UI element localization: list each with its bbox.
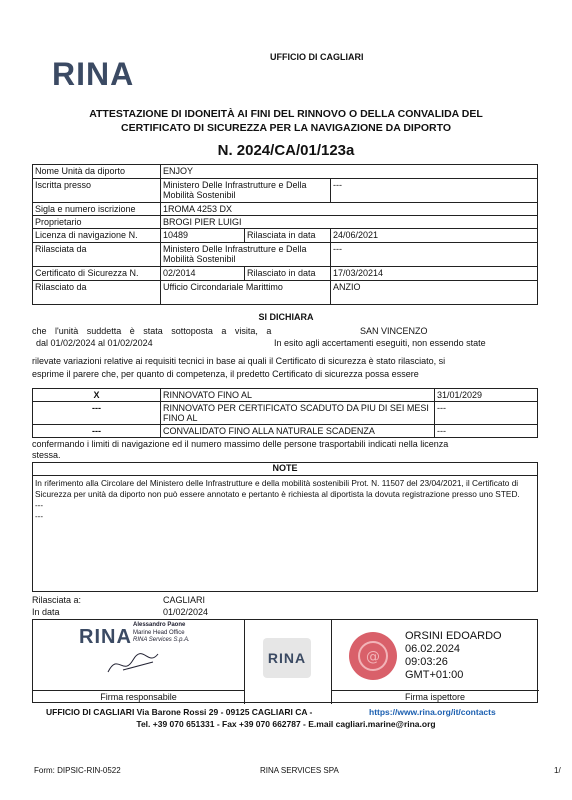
form-code: Form: DIPSIC-RIN-0522 [34, 766, 121, 775]
signer-role: Marine Head Office [133, 630, 185, 636]
rilasciata-value: Ministero Delle Infrastrutture e Della Mobilità Sostenibil [161, 243, 331, 267]
notes-dash: --- [35, 501, 43, 510]
rilasciata-extra: --- [331, 243, 538, 267]
issue-place: CAGLIARI [163, 595, 206, 605]
declaration-line3: rilevate variazioni relative ai requisiti tecnici in base ai quali il Certificato di sicurezza è stato rilasciato, si [32, 356, 446, 366]
rina-logo: RINA [52, 56, 135, 92]
option-value: --- [435, 402, 538, 425]
option-value: 31/01/2029 [435, 389, 538, 402]
option-mark: X [33, 389, 161, 402]
confirm-line2: stessa. [32, 450, 61, 460]
rilasciato-label: Rilasciato da [33, 281, 161, 305]
option-label: RINNOVATO FINO AL [161, 389, 435, 402]
sigla-label: Sigla e numero iscrizione [33, 203, 161, 216]
declaration-line4: esprime il parere che, per quanto di competenza, il predetto Certificato di sicurezza possa essere [32, 369, 419, 379]
page-number: 1/ [554, 766, 561, 775]
cert-value: 02/2014 [161, 267, 245, 281]
footer-link[interactable]: https://www.rina.org/it/contacts [369, 707, 496, 717]
option-mark: --- [33, 402, 161, 425]
handwritten-signature [103, 642, 173, 682]
options-table [32, 388, 538, 438]
nome-value: ENJOY [161, 165, 538, 179]
rina-stamp-logo: RINA [79, 626, 132, 648]
info-table [32, 164, 538, 305]
notes-text: In riferimento alla Circolare del Ministero delle Infrastrutture e della mobilità sostenibili Prot. N. 11507 del 23/04/2021, il Certificato di Sicurezza per unità da diporto non può essere annotato e pertanto è richiesta al diportista la dovuta registrazione presso uno STED. [35, 478, 520, 499]
cert-label: Certificato di Sicurezza N. [33, 267, 161, 281]
inspector-date: 06.02.2024 [405, 643, 461, 655]
confirm-line1: confermando i limiti di navigazione ed il numero massimo delle persone trasportabili indicati nella licenza [32, 439, 449, 449]
licenza-value: 10489 [161, 229, 245, 243]
proprietario-label: Proprietario [33, 216, 161, 229]
licenza-date: 24/06/2021 [331, 229, 538, 243]
footer-address: UFFICIO DI CAGLIARI Via Barone Rossi 29 - 09125 CAGLIARI CA - [46, 707, 313, 717]
iscritta-extra: --- [331, 179, 538, 203]
doc-title-1: ATTESTAZIONE DI IDONEITÀ AI FINI DEL RINNOVO O DELLA CONVALIDA DEL [89, 108, 483, 120]
signature-box [32, 619, 538, 703]
rilasciato-place: ANZIO [331, 281, 538, 305]
iscritta-value: Ministero Delle Infrastrutture e Della Mobilità Sostenibil [161, 179, 331, 203]
licenza-date-label: Rilasciata in data [245, 229, 331, 243]
option-mark: --- [33, 425, 161, 438]
inspector-name: ORSINI EDOARDO [405, 630, 502, 642]
issue-date-label: In data [32, 607, 60, 617]
cert-date-label: Rilasciato in data [245, 267, 331, 281]
notes-dash: --- [35, 512, 43, 521]
sign-label-left: Firma responsabile [100, 692, 177, 702]
option-value: --- [435, 425, 538, 438]
declaration-line2b: In esito agli accertamenti eseguiti, non essendo state [274, 338, 486, 348]
footer-company: RINA SERVICES SPA [260, 766, 339, 775]
option-label: CONVALIDATO FINO ALLA NATURALE SCADENZA [161, 425, 435, 438]
notes-heading: NOTE [33, 463, 537, 476]
signer-company: RINA Services S.p.A. [133, 637, 190, 643]
inspector-time: 09:03:26 [405, 656, 448, 668]
inspector-tz: GMT+01:00 [405, 669, 464, 681]
footer-contacts: Tel. +39 070 651331 - Fax +39 070 662787 - E.mail cagliari.marine@rina.org [136, 719, 436, 729]
declaration-line1a: che l'unità suddetta è stata sottoposta a visita, a [32, 326, 272, 336]
rilasciato-value: Ufficio Circondariale Marittimo [161, 281, 331, 305]
licenza-label: Licenza di navigazione N. [33, 229, 161, 243]
proprietario-value: BROGI PIER LUIGI [161, 216, 538, 229]
declaration-heading: SI DICHIARA [258, 312, 314, 322]
declaration-line2a: dal 01/02/2024 al 01/02/2024 [36, 338, 153, 348]
issue-date: 01/02/2024 [163, 607, 209, 617]
signer-name: Alessandro Paone [133, 622, 186, 628]
sign-label-right: Firma ispettore [404, 692, 466, 702]
option-label: RINNOVATO PER CERTIFICATO SCADUTO DA PIU DI SEI MESI FINO AL [161, 402, 435, 425]
rilasciata-label: Rilasciata da [33, 243, 161, 267]
svg-text:@: @ [366, 649, 380, 665]
sigla-value: 1ROMA 4253 DX [161, 203, 538, 216]
doc-title-2: CERTIFICATO DI SICUREZZA PER LA NAVIGAZIONE DA DIPORTO [121, 122, 451, 134]
office-title: UFFICIO DI CAGLIARI [270, 52, 364, 62]
notes-box [32, 462, 538, 592]
iscritta-label: Iscritta presso [33, 179, 161, 203]
cert-date: 17/03/20214 [331, 267, 538, 281]
wax-seal-icon [345, 628, 401, 684]
doc-number: N. 2024/CA/01/123a [217, 142, 355, 159]
rina-seal: RINA [263, 638, 311, 678]
declaration-line1b: SAN VINCENZO [360, 326, 428, 336]
nome-label: Nome Unità da diporto [33, 165, 161, 179]
issue-place-label: Rilasciata a: [32, 595, 82, 605]
